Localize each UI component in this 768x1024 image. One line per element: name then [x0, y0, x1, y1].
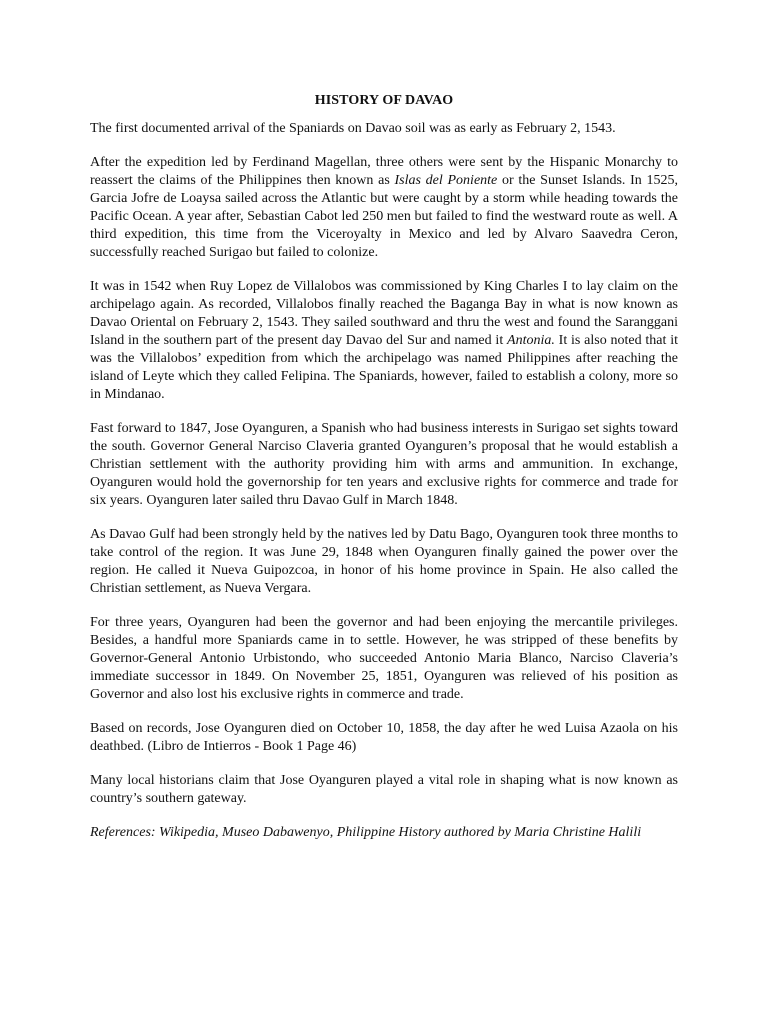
paragraph-3: [90, 278, 678, 404]
paragraph-5: As Davao Gulf had been strongly held by the natives led by Datu Bago, Oyanguren took three months to take control of the region. It was June 29, 1848 when Oyanguren finally gained the power over the region. He called it Nueva Guipozcoa, in honor of his home province in Spain. He also called the Christian settlement, as Nueva Vergara.: [90, 527, 678, 596]
paragraph-2-italic: Islas del Poniente: [394, 173, 498, 188]
paragraph-2-part-b: or the Sunset Islands. In 1525, Garcia Jofre de Loaysa sailed across the Atlantic but were caught by a storm while heading towards the Pacific Ocean. A year after, Sebastian Cabot led 250 men but failed to find the westward route as well. A third expedition, this time from the Viceroyalty in Mexico and led by Alvaro Saavedra Ceron, successfully reached Surigao but failed to colonize.: [90, 173, 678, 260]
paragraph-3-part-b: It is also noted that it was the Villalobos’ expedition from which the archipelago was named Philippines after reaching the island of Leyte which they called Felipina. The Spaniards, however, failed to establish a colony, more so in Mindanao.: [90, 333, 678, 402]
paragraph-1: The first documented arrival of the Spaniards on Davao soil was as early as February 2, 1543.: [90, 121, 616, 136]
paragraph-8: Many local historians claim that Jose Oyanguren played a vital role in shaping what is now known as country’s southern gateway.: [90, 773, 678, 806]
document-page: [90, 92, 678, 842]
references: References: Wikipedia, Museo Dabawenyo, Philippine History authored by Maria Christine Halili: [90, 825, 642, 840]
document-title: HISTORY OF DAVAO: [314, 93, 454, 108]
paragraph-3-italic: Antonia.: [507, 333, 555, 348]
paragraph-2: [90, 154, 678, 262]
paragraph-3-part-a: It was in 1542 when Ruy Lopez de Villalobos was commissioned by King Charles I to lay claim on the archipelago again. As recorded, Villalobos finally reached the Baganga Bay in what is now known as Davao Oriental on February 2, 1543. They sailed southward and thru the west and found the Saranggani Island in the southern part of the present day Davao del Sur and named it: [90, 279, 678, 348]
paragraph-7: Based on records, Jose Oyanguren died on October 10, 1858, the day after he wed Luisa Azaola on his deathbed. (Libro de Intierros - Book 1 Page 46): [90, 721, 678, 754]
paragraph-4: Fast forward to 1847, Jose Oyanguren, a Spanish who had business interests in Surigao set sights toward the south. Governor General Narciso Claveria granted Oyanguren’s proposal that he would establish a Christian settlement with the authority providing him with arms and ammunition. In exchange, Oyanguren would hold the governorship for ten years and exclusive rights for commerce and trade for six years. Oyanguren later sailed thru Davao Gulf in March 1848.: [90, 421, 678, 508]
paragraph-2-part-a: After the expedition led by Ferdinand Magellan, three others were sent by the Hispanic Monarchy to reassert the claims of the Philippines then known as: [90, 155, 678, 188]
paragraph-6: For three years, Oyanguren had been the governor and had been enjoying the mercantile privileges. Besides, a handful more Spaniards came in to settle. However, he was stripped of these benefits by Governor-General Antonio Urbistondo, who succeeded Antonio Maria Blanco, Narciso Claveria’s immediate successor in 1849. On November 25, 1851, Oyanguren was relieved of his position as Governor and also lost his exclusive rights in commerce and trade.: [90, 615, 678, 702]
